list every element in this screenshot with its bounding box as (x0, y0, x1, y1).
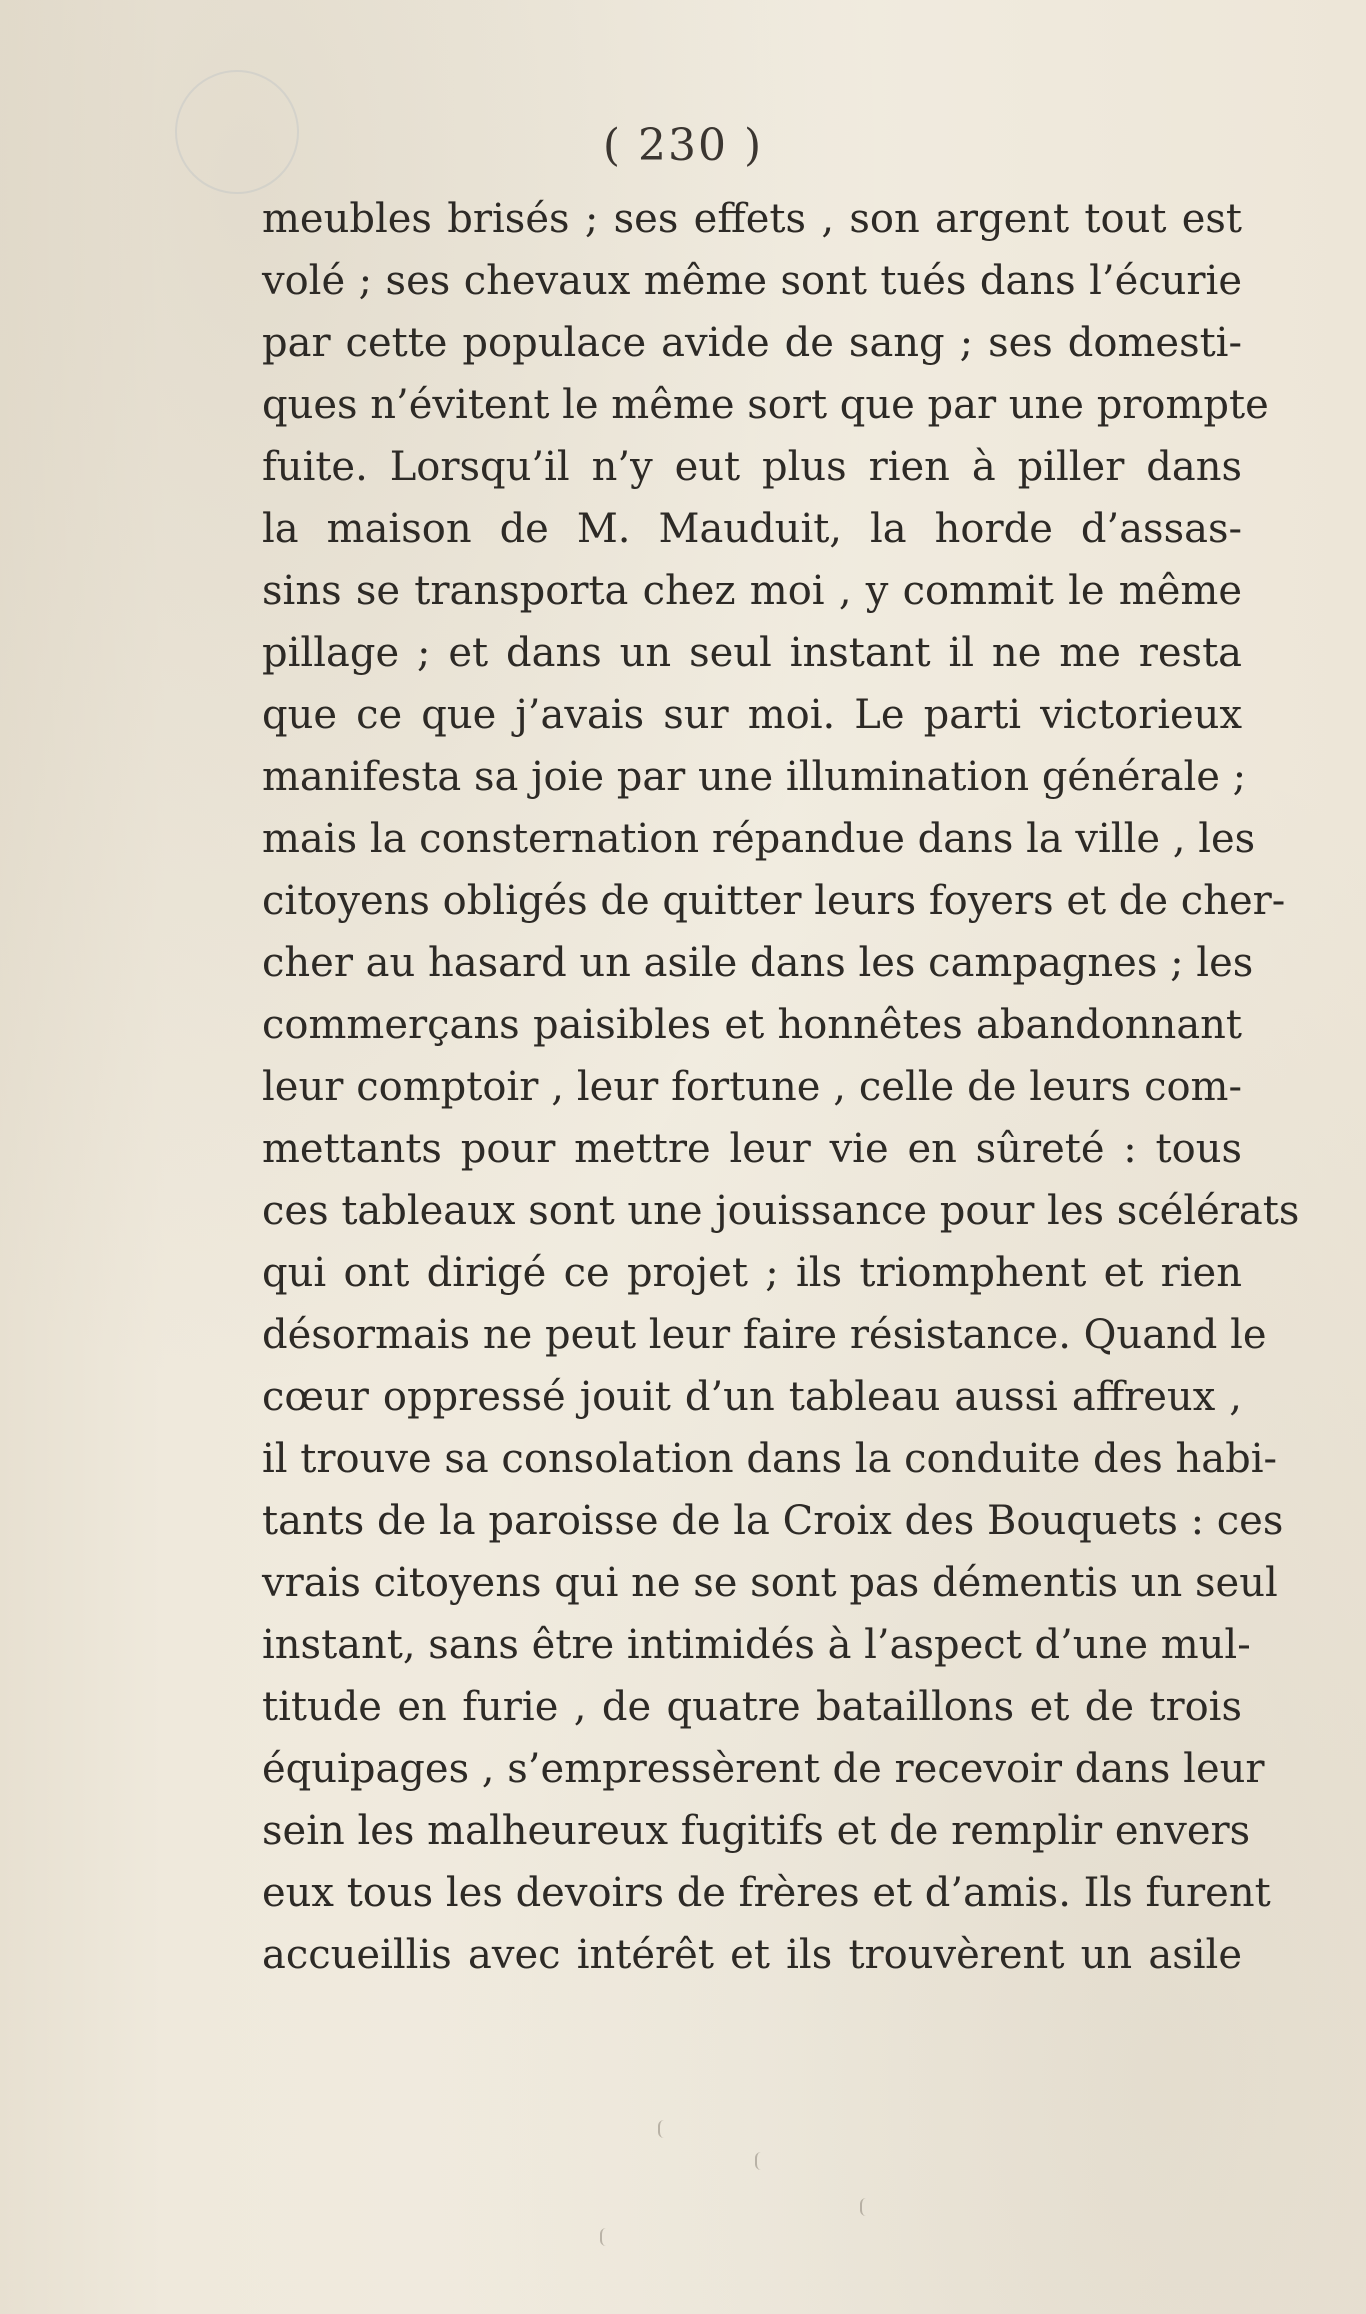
text-line: commerçans paisibles et honnêtes abandonnant (262, 1002, 1242, 1048)
text-line: eux tous les devoirs de frères et d’amis. Ils furent (262, 1870, 1271, 1916)
text-line: tants de la paroisse de la Croix des Bouquets : ces (262, 1498, 1284, 1544)
body-text (262, 188, 1300, 1986)
text-line: instant, sans être intimidés à l’aspect d’une mul- (262, 1622, 1251, 1668)
text-line: volé ; ses chevaux même sont tués dans l’écurie (262, 258, 1242, 304)
text-line: pillage ; et dans un seul instant il ne me resta (262, 630, 1242, 676)
text-line: accueillis avec intérêt et ils trouvèrent un asile (262, 1932, 1242, 1978)
bleed-through-marks (560, 2120, 980, 2240)
page-number: ( 230 ) (602, 120, 764, 171)
text-line: vrais citoyens qui ne se sont pas démentis un seul (262, 1560, 1278, 1606)
text-line: il trouve sa consolation dans la conduite des habi- (262, 1436, 1278, 1482)
text-line: titude en furie , de quatre bataillons et de trois (262, 1684, 1242, 1730)
text-line: citoyens obligés de quitter leurs foyers et de cher- (262, 878, 1286, 924)
bleed-mark (658, 2120, 670, 2138)
text-line: sins se transporta chez moi , y commit le même (262, 568, 1242, 614)
bleed-mark (860, 2198, 872, 2216)
text-line: équipages , s’empressèrent de recevoir dans leur (262, 1746, 1265, 1792)
text-line: mais la consternation répandue dans la ville , les (262, 816, 1256, 862)
bleed-mark (755, 2152, 767, 2170)
text-line: cœur oppressé jouit d’un tableau aussi affreux , (262, 1374, 1242, 1420)
text-line: la maison de M. Mauduit, la horde d’assas- (262, 506, 1242, 552)
text-line: fuite. Lorsqu’il n’y eut plus rien à piller dans (262, 444, 1242, 490)
text-line: par cette populace avide de sang ; ses domesti- (262, 320, 1242, 366)
text-line: mettants pour mettre leur vie en sûreté : tous (262, 1126, 1242, 1172)
text-line: meubles brisés ; ses effets , son argent tout est (262, 196, 1242, 242)
text-line: leur comptoir , leur fortune , celle de leurs com- (262, 1064, 1242, 1110)
text-line: manifesta sa joie par une illumination générale ; (262, 754, 1247, 800)
bleed-mark (600, 2228, 612, 2246)
text-line: ces tableaux sont une jouissance pour les scélérats (262, 1188, 1300, 1234)
text-line: désormais ne peut leur faire résistance. Quand le (262, 1312, 1267, 1358)
text-line: que ce que j’avais sur moi. Le parti victorieux (262, 692, 1242, 738)
text-line: qui ont dirigé ce projet ; ils triomphent et rien (262, 1250, 1242, 1296)
text-line: ques n’évitent le même sort que par une prompte (262, 382, 1269, 428)
text-line: cher au hasard un asile dans les campagnes ; les (262, 940, 1254, 986)
text-line: sein les malheureux fugitifs et de remplir envers (262, 1808, 1251, 1854)
